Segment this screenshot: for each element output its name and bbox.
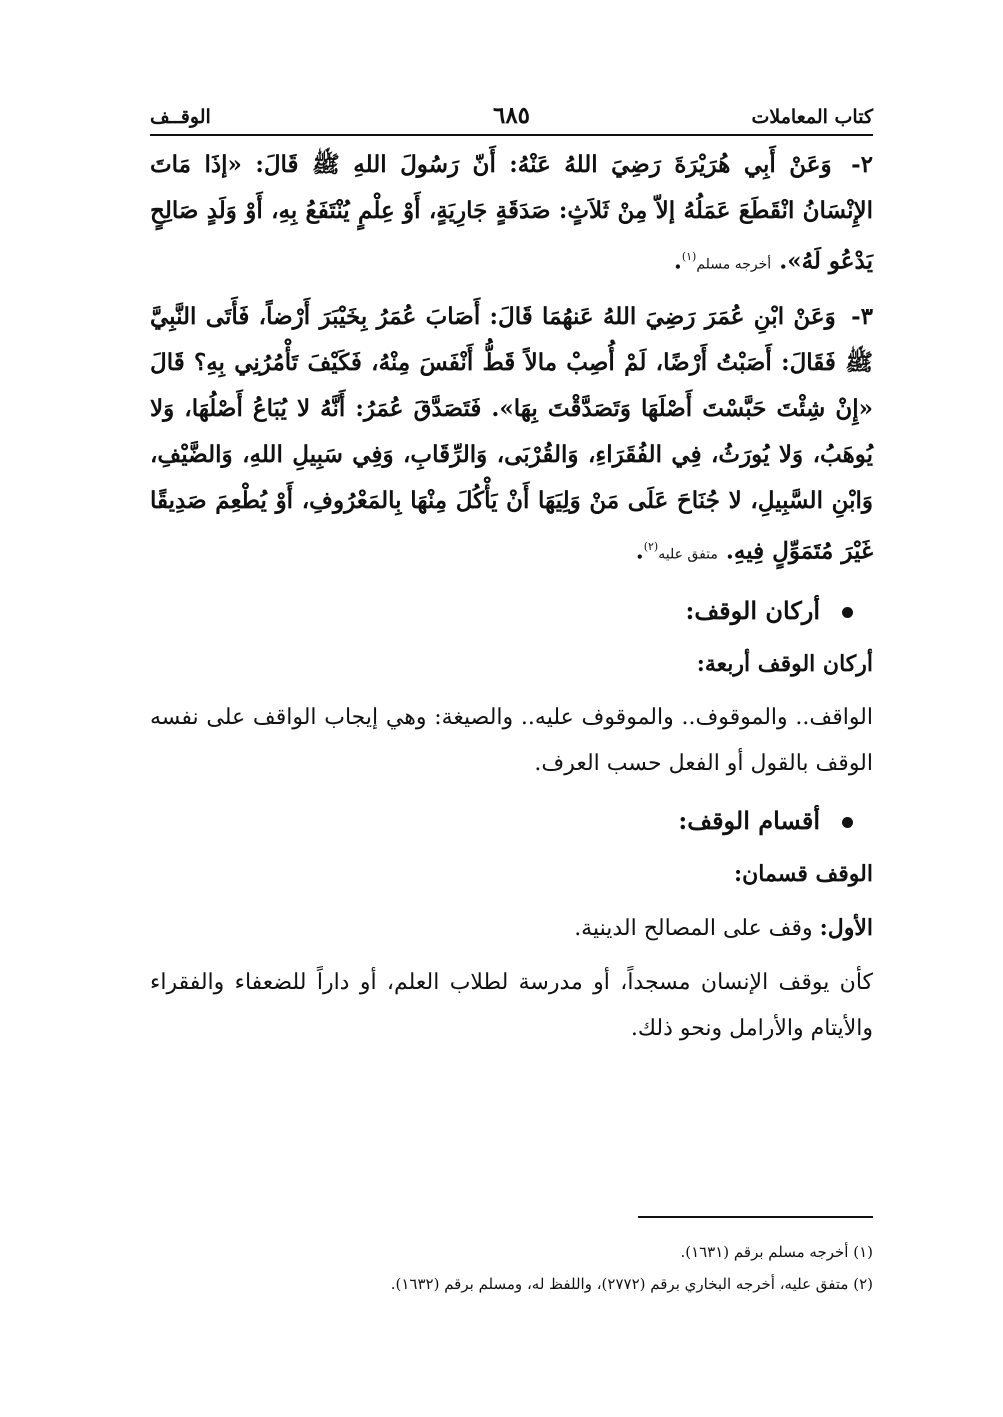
section-heading-types: [150, 797, 873, 845]
section-heading-text: أقسام الوقف:: [678, 806, 820, 836]
hadith-2: ٢- وَعَنْ أَبِي هُرَيْرَةَ رَضِيَ اللهُ عَنْهُ: أَنّ رَسُولَ اللهِ ﷺ قَالَ: «إذَا مَاتَ الإِنْسَانُ انْقَطَعَ عَمَلُهُ إلاّ مِنْ ثَلاَثٍ: صَدَقَةٍ جَارِيَةٍ، أَوْ عِلْمٍ يُنْتَفَعُ بِهِ، أَوْ وَلَدٍ صَالِحٍ يَدْعُو لَهُ». أخرجه مسلم$^{(١)}$.: [150, 151, 873, 275]
footnote-2: (٢) متفق عليه، أخرجه البخاري برقم (٢٧٧٢)، واللفظ له، ومسلم برقم (١٦٣٢).: [390, 1275, 873, 1293]
book-page: [150, 0, 873, 1417]
running-header: [150, 98, 873, 136]
footnote-divider: [638, 1216, 873, 1218]
footnote-ref[interactable]: (٢): [643, 539, 659, 553]
hadith-source: متفق عليه: [658, 546, 718, 563]
subheading-types-count: الوقف قسمان:: [734, 861, 873, 888]
book-title: كتاب المعاملات: [751, 106, 873, 128]
section-heading-pillars: [150, 587, 873, 635]
paragraph-first-type: [150, 905, 873, 952]
footnote-ref[interactable]: (١): [681, 250, 697, 263]
subheading-pillars-count: أركان الوقف أربعة:: [696, 651, 873, 678]
first-type-label: الأول:: [819, 915, 873, 942]
hadith-number: ٣-: [851, 302, 873, 330]
bullet-icon: [842, 817, 853, 828]
hadith-3: ٣- وَعَنْ ابْنِ عُمَرَ رَضِيَ اللهُ عَنهُمَا قَالَ: أَصَابَ عُمَرُ بِخَيْبَرَ أَرْضاً، فَأَتَى النَّبِيَّ ﷺ فَقَالَ: أَصَبْتُ أَرْضًا، لَمْ أُصِبْ مالاً قَطُّ أَنْفَسَ مِنْهُ، فَكَيْفَ تَأْمُرُنِي بِهِ؟ قَالَ «إِنْ شِئْتَ حَبَّسْتَ أَصْلَهَا وَتَصَدَّقْتَ بِهَا». فَتَصَدَّقَ عُمَرُ: أَنَّهُ لا يُبَاعُ أَصْلُهَا، وَلا يُوهَبُ، وَلا يُورَثُ، فِي الفُقَرَاءِ، وَالقُرْبَى، وَالرِّقَابِ، وَفِي سَبِيلِ اللهِ، وَالضَّيْفِ، وَابْنِ السَّبِيلِ، لا جُنَاحَ عَلَى مَنْ وَلِيَهَا أَنْ يَأْكُلَ مِنْهَا بِالمَعْرُوفِ، أَوْ يُطْعِمَ صَدِيقًا غَيْرَ مُتَمَوِّلٍ فِيهِ. متفق عليه$^{(٢)}$.: [150, 302, 873, 565]
chapter-title: الوقــف: [150, 106, 211, 128]
hadith-text: وَعَنْ ابْنِ عُمَرَ رَضِيَ اللهُ عَنهُمَا قَالَ: أَصَابَ عُمَرُ بِخَيْبَرَ أَرْضاً، فَأَتَى النَّبِيَّ ﷺ فَقَالَ: أَصَبْتُ أَرْضًا، لَمْ أُصِبْ مالاً قَطُّ أَنْفَسَ مِنْهُ، فَكَيْفَ تَأْمُرُنِي بِهِ؟ قَالَ «إِنْ شِئْتَ حَبَّسْتَ أَصْلَهَا وَتَصَدَّقْتَ بِهَا». فَتَصَدَّقَ عُمَرُ: أَنَّهُ لا يُبَاعُ أَصْلُهَا، وَلا يُوهَبُ، وَلا يُورَثُ، فِي الفُقَرَاءِ، وَالقُرْبَى، وَالرِّقَابِ، وَفِي سَبِيلِ اللهِ، وَالضَّيْفِ، وَابْنِ السَّبِيلِ، لا جُنَاحَ عَلَى مَنْ وَلِيَهَا أَنْ يَأْكُلَ مِنْهَا بِالمَعْرُوفِ، أَوْ يُطْعِمَ صَدِيقًا غَيْرَ مُتَمَوِّلٍ فِيهِ.: [150, 302, 873, 565]
bullet-icon: [842, 607, 853, 618]
paragraph-pillars: الواقف.. والموقوف.. والموقوف عليه.. والصيغة: وهي إيجاب الواقف على نفسه الوقف بالقول أو الفعل حسب العرف.: [150, 705, 873, 777]
page-content: [150, 142, 873, 1060]
section-heading-text: أركان الوقف:: [685, 596, 820, 626]
footnotes: [150, 1236, 873, 1300]
first-type-text: وقف على المصالح الدينية.: [574, 916, 813, 942]
footnote-1: (١) أخرجه مسلم برقم (١٦٣١).: [680, 1243, 873, 1261]
paragraph-example: كأن يوقف الإنسان مسجداً، أو مدرسة لطلاب العلم، أو داراً للضعفاء والفقراء والأيتام والأرامل ونحو ذلك.: [150, 970, 873, 1042]
hadith-text: وَعَنْ أَبِي هُرَيْرَةَ رَضِيَ اللهُ عَنْهُ: أَنّ رَسُولَ اللهِ ﷺ قَالَ: «إذَا مَاتَ الإِنْسَانُ انْقَطَعَ عَمَلُهُ إلاّ مِنْ ثَلاَثٍ: صَدَقَةٍ جَارِيَةٍ، أَوْ عِلْمٍ يُنْتَفَعُ بِهِ، أَوْ وَلَدٍ صَالِحٍ يَدْعُو لَهُ».: [150, 151, 873, 275]
hadith-number: ٢-: [851, 151, 873, 178]
hadith-source: أخرجه مسلم: [696, 256, 772, 273]
page-number: ٦٨٥: [492, 102, 531, 129]
